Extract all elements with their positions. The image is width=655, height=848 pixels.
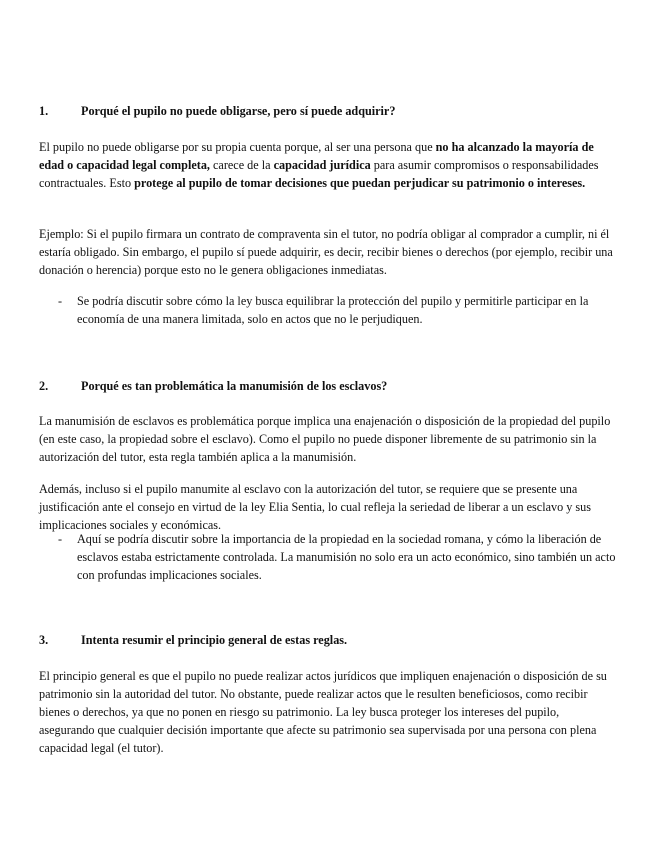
text-run: para asumir compromisos o responsabilidades contractuales. Esto [39,158,599,190]
bold-run: capacidad jurídica [273,158,371,172]
section-2-title: Porqué es tan problemática la manumisión de los esclavos? [81,379,388,393]
bullet-text: Aquí se podría discutir sobre la importancia de la propiedad en la sociedad romana, y cómo la liberación de esclavos estaba estrictamente controlada. La manumisión no solo era un acto económico, sino también un acto con profundas implicaciones sociales. [77,532,616,582]
text-run: El pupilo no puede obligarse por su propia cuenta porque, al ser una persona que [39,140,436,154]
bullet-marker: - [58,294,63,308]
section-3-title: Intenta resumir el principio general de estas reglas. [81,633,348,647]
section-2-paragraph-1: La manumisión de esclavos es problemática porque implica una enajenación o disposición de la propiedad del pupilo (en este caso, la propiedad sobre el esclavo). Como el pupilo no puede disponer libremente de su patrimonio sin la autorización del tutor, esta regla también aplica a la manumisión. [39,414,611,464]
bullet-marker: - [58,532,63,546]
bold-run: no ha alcanzado la mayoría de edad o capacidad legal completa, [39,140,594,172]
section-2-heading [39,379,387,394]
section-3-heading [39,633,347,648]
section-2-paragraph-2: Además, incluso si el pupilo manumite al esclavo con la autorización del tutor, se requiere que se presente una justificación ante el consejo en virtud de la ley Elia Sentia, lo cual refleja la seriedad de liberar a un esclavo y sus implicaciones sociales y económicas. [39,482,591,532]
section-3-number: 3. [39,633,49,647]
section-2-number: 2. [39,379,49,393]
text-run: carece de la [209,158,274,172]
section-1-heading [39,104,395,119]
section-1-paragraph-1 [39,138,617,192]
section-3-paragraph-1: El principio general es que el pupilo no puede realizar actos jurídicos que impliquen enajenación o disposición de su patrimonio sin la autoridad del tutor. No obstante, puede realizar actos que le resulten beneficiosos, como recibir bienes o derechos, ya que no ponen en riesgo su patrimonio. La ley busca proteger los intereses del pupilo, asegurando que cualquier decisión importante que afecte su patrimonio sea supervisada por una persona con plena capacidad legal (el tutor). [39,669,607,755]
section-1-bullet [58,292,617,328]
section-2-bullet [58,530,617,584]
bold-run: protege al pupilo de tomar decisiones que puedan perjudicar su patrimonio o intereses. [134,176,586,190]
section-1-number: 1. [39,104,49,118]
section-1-paragraph-2: Ejemplo: Si el pupilo firmara un contrato de compraventa sin el tutor, no podría obligar al comprador a cumplir, ni él estaría obligado. Sin embargo, el pupilo sí puede adquirir, es decir, recibir bienes o derechos (por ejemplo, recibir una donación o herencia) porque esto no le genera obligaciones inmediatas. [39,227,613,277]
bullet-text: Se podría discutir sobre cómo la ley busca equilibrar la protección del pupilo y permitirle participar en la economía de una manera limitada, solo en actos que no le perjudiquen. [77,294,589,326]
section-1-title: Porqué el pupilo no puede obligarse, pero sí puede adquirir? [81,104,396,118]
